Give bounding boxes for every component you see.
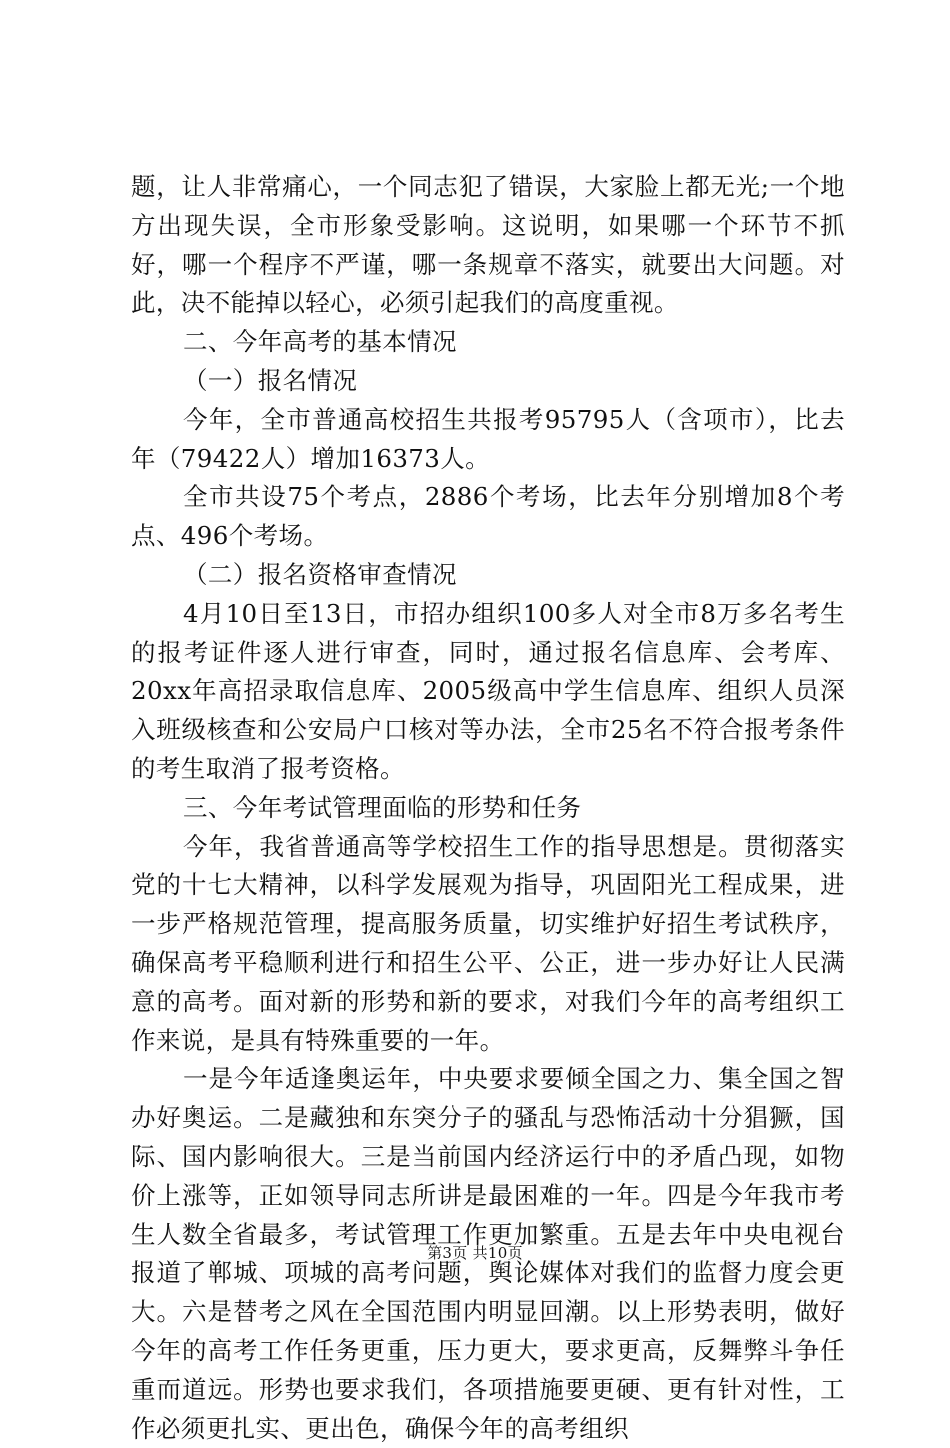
- page-number-footer: 第3页 共10页: [427, 1244, 523, 1262]
- paragraph-registration-total: 今年，全市普通高校招生共报考95795人（含项市），比去年（79422人）增加16373人。: [131, 404, 845, 473]
- paragraph-continuation: 题，让人非常痛心，一个同志犯了错误，大家脸上都无光;一个地方出现失误，全市形象受影响。这说明，如果哪一个环节不抓好，哪一个程序不严谨，哪一条规章不落实，就要出大问题。对此，决不能掉以轻心，必须引起我们的高度重视。: [131, 172, 845, 318]
- paragraph-eligibility-review: 4月10日至13日，市招办组织100多人对全市8万多名考生的报考证件逐人进行审查，同时，通过报名信息库、会考库、20xx年高招录取信息库、2005级高中学生信息库、组织人员深入班级核查和公安局户口核对等办法，全市25名不符合报考条件的考生取消了报考资格。: [131, 598, 845, 783]
- subsection-heading-registration: （一）报名情况: [183, 365, 358, 395]
- paragraph-guiding-thought: 今年，我省普通高等学校招生工作的指导思想是。贯彻落实党的十七大精神，以科学发展观为指导，巩固阳光工程成果，进一步严格规范管理，提高服务质量，切实维护好招生考试秩序，确保高考平稳顺利进行和招生公平、公正，进一步办好让人民满意的高考。面对新的形势和新的要求，对我们今年的高考组织工作来说，是具有特殊重要的一年。: [131, 831, 845, 1055]
- paragraph-situation-analysis: 一是今年适逢奥运年，中央要求要倾全国之力、集全国之智办好奥运。二是藏独和东突分子的骚乱与恐怖活动十分猖獗，国际、国内影响很大。三是当前国内经济运行中的矛盾凸现，如物价上涨等，正如领导同志所讲是最困难的一年。四是今年我市考生人数全省最多，考试管理工作更加繁重。五是去年中央电视台报道了郸城、项城的高考问题，舆论媒体对我们的监督力度会更大。六是替考之风在全国范围内明显回潮。以上形势表明，做好今年的高考工作任务更重，压力更大，要求更高，反舞弊斗争任重而道远。形势也要求我们，各项措施要更硬、更有针对性，工作必须更扎实、更出色，确保今年的高考组织: [131, 1064, 845, 1443]
- section-heading-basic-situation: 二、今年高考的基本情况: [183, 327, 457, 357]
- section-heading-situation-tasks: 三、今年考试管理面临的形势和任务: [183, 792, 582, 822]
- paragraph-exam-sites: 全市共设75个考点，2886个考场，比去年分别增加8个考点、496个考场。: [131, 482, 845, 551]
- subsection-heading-eligibility-review: （二）报名资格审查情况: [183, 559, 457, 589]
